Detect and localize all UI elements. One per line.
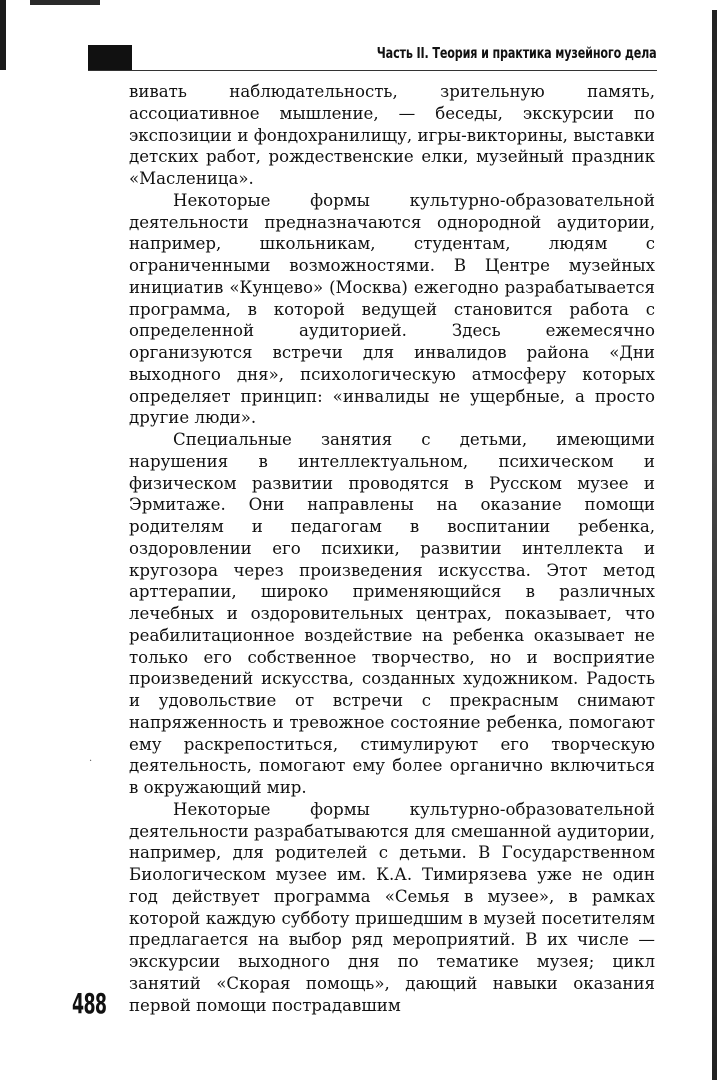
- text-body: [129, 81, 655, 1016]
- scan-edge-right: [712, 10, 717, 1080]
- paragraph-4: Некоторые формы культурно-образовательной деятельности разрабатываются для смешанной аудитории, например, для родителей с детьми. В Государственном Биологическом музее им. К.А. Тимирязева уже не один год действует программа «Семья в музее», в рамках которой каждую субботу пришедшим в музей посетителям предлагается на выбор ряд мероприятий. В их числе — экскурсии выходного дня по тематике музея; цикл занятий «Скорая помощь», дающий навыки оказания первой помощи пострадавшим: [129, 799, 655, 1015]
- page-number: 488: [72, 987, 107, 1020]
- scan-edge-top: [30, 0, 100, 5]
- paragraph-3: Специальные занятия с детьми, имеющими нарушения в интеллектуальном, психическом и физическом развитии проводятся в Русском музее и Эрмитаже. Они направлены на оказание помощи родителям и педагогам в воспитании ребенка, оздоровлении его психики, развитии интеллекта и кругозора через произведения искусства. Этот метод арттерапии, широко применяющийся в различных лечебных и оздоровительных центрах, показывает, что реабилитационное воздействие на ребенка оказывает не только его собственное творчество, но и восприятие произведений искусства, созданных художником. Радость и удовольствие от встречи с прекрасным снимают напряженность и тревожное состояние ребенка, помогают ему раскрепоститься, стимулируют его творческую деятельность, помогают ему более органично включиться в окружающий мир.: [129, 430, 655, 797]
- header-block: [88, 45, 132, 71]
- paragraph-1: вивать наблюдательность, зрительную память, ассоциативное мышление, — беседы, экскурсии по экспозиции и фондохранилищу, игры-викторины, выставки детских работ, рождественские елки, музейный праздник «Масленица».: [129, 82, 655, 188]
- scan-edge-left: [0, 0, 6, 70]
- running-head: Часть II. Теория и практика музейного дела: [377, 44, 657, 62]
- header-rule: [88, 70, 657, 71]
- paragraph-2: Некоторые формы культурно-образовательной деятельности предназначаются однородной аудитории, например, школьникам, студентам, людям с ограниченными возможностями. В Центре музейных инициатив «Кунцево» (Москва) ежегодно разрабатывается программа, в которой ведущей становится работа с определенной аудиторией. Здесь ежемесячно организуются встречи для инвалидов района «Дни выходного дня», психологическую атмосферу которых определяет принцип: «инвалиды не ущербные, а просто другие люди».: [129, 190, 655, 428]
- margin-mark: ·: [89, 756, 93, 767]
